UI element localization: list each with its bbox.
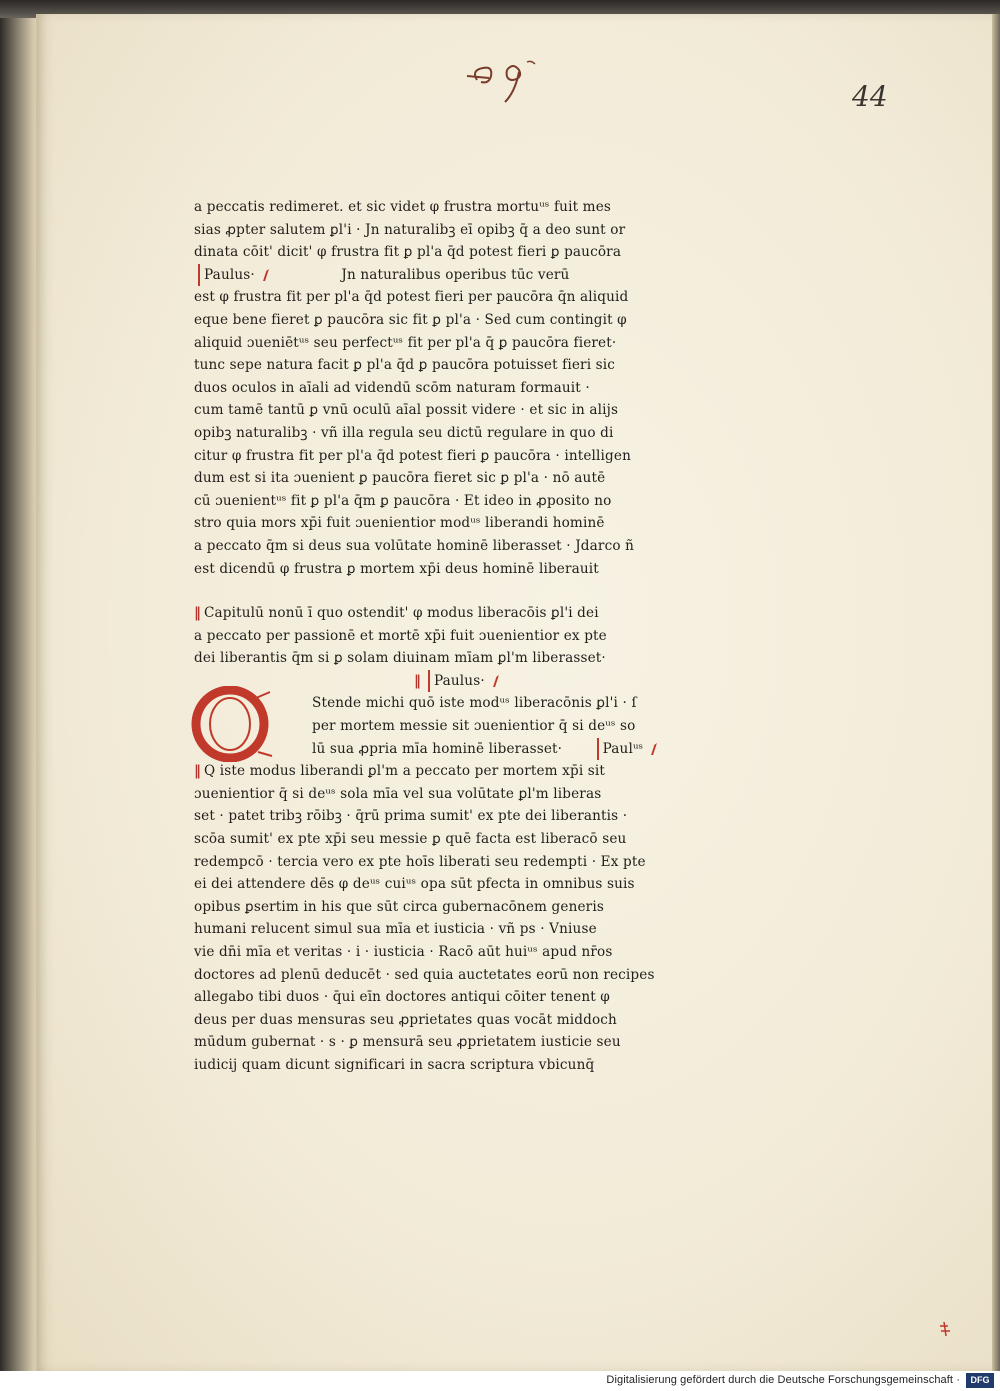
red-corner-mark-icon bbox=[938, 1320, 952, 1338]
body-line: sias ꝓpter salutem ꝑl'i · Jn naturalibꝫ eī opibꝫ q̄ a deo sunt or bbox=[194, 221, 626, 238]
body-line: stro quia mors xp̄i fuit ɔuenientior modᵘˢ liberandi hominē bbox=[194, 515, 605, 532]
body-line-with-rubric bbox=[194, 264, 716, 287]
footer-bar bbox=[0, 1371, 1000, 1391]
text-block bbox=[194, 196, 716, 1077]
funding-notice: Digitalisierung gefördert durch die Deutsche Forschungsgemeinschaft · bbox=[606, 1374, 960, 1386]
folio-number: 44 bbox=[852, 80, 888, 113]
body-line: dinata cōit' dicit' φ frustra fit ꝑ pl'a q̄d potest fieri ꝑ paucōra bbox=[194, 244, 622, 261]
body-line: iudicij quam dicunt significari in sacra scriptura vbicunq̄ bbox=[194, 1056, 595, 1073]
dfg-logo: DFG bbox=[966, 1373, 994, 1388]
body-line: cum tamē tantū ꝑ vnū oculū aīal possit videre · et sic in alijs bbox=[194, 402, 619, 419]
body-line: opibꝫ naturalibꝫ · vñ illa regula seu dictū regulare in quo di bbox=[194, 424, 614, 441]
pilcrow-icon: ‖ bbox=[194, 605, 201, 622]
body-line: cū ɔuenientᵘˢ fit ꝑ pl'a q̄m ꝑ paucōra · Et ideo in ꝓposito no bbox=[194, 492, 612, 509]
body-line: eque bene fieret ꝑ paucōra sic fit ꝑ pl'a · Sed cum contingit φ bbox=[194, 311, 627, 328]
body-line: ɔuenientior q̄ si deᵘˢ sola mīa vel sua volūtate ꝑl'm liberas bbox=[194, 785, 602, 802]
pilcrow-icon: ‖ bbox=[414, 672, 421, 689]
body-line: dum est si ita ɔuenient ꝑ paucōra fieret sic ꝑ pl'a · nō autē bbox=[194, 470, 606, 487]
body-line: humani relucent simul sua mīa et iusticia · vñ ps · Vniuse bbox=[194, 921, 597, 938]
red-initial-o-icon bbox=[186, 686, 296, 762]
body-line bbox=[194, 760, 716, 783]
body-line: deus per duas mensuras seu ꝓprietates quas vocāt middoch bbox=[194, 1011, 617, 1028]
chapter-heading-line bbox=[194, 602, 716, 625]
body-line: opibus ꝑsertim in his que sūt circa gubernacōnem generis bbox=[194, 898, 604, 915]
rubric-paulus: Paulᵘˢ bbox=[597, 738, 652, 761]
body-line: duos oculos in aīali ad videndū scōm naturam formauit · bbox=[194, 379, 590, 396]
chapter-heading-line: a peccato per passionē et mortē xp̄i fuit ɔuenientior ex pte bbox=[194, 627, 607, 644]
body-line: est dicendū φ frustra ꝑ mortem xp̄i deus hominē liberauit bbox=[194, 560, 599, 577]
body-line: a peccatis redimeret. et sic videt φ frustra mortuᵘˢ fuit mes bbox=[194, 199, 612, 215]
dropcap-paragraph bbox=[194, 692, 716, 760]
body-line: doctores ad plenū deducēt · sed quia auctetates eorū non recipes bbox=[194, 966, 655, 983]
body-line: a peccato q̄m si deus sua volūtate hominē liberasset · Jdarco ñ bbox=[194, 537, 635, 554]
body-line: mūdum gubernat · s · ꝑ mensurā seu ꝓprietatem iusticie seu bbox=[194, 1034, 621, 1051]
body-line-text: Jn naturalibus operibus tūc verū bbox=[341, 266, 570, 283]
dropcap-line: per mortem messie sit ɔuenientior q̄ si deᵘˢ so bbox=[312, 718, 636, 735]
body-line: citur φ frustra fit per pl'a q̄d potest fieri ꝑ paucōra · intelligen bbox=[194, 447, 631, 464]
body-line: scōa sumit' ex pte xp̄i seu messie ꝑ quē facta est liberacō seu bbox=[194, 831, 627, 848]
chapter-heading-line: dei liberantis q̄m si ꝑ solam diuinam mīam ꝑl'm liberasset· bbox=[194, 650, 606, 667]
body-line: set · patet tribꝫ rōibꝫ · q̄rū prima sumit' ex pte dei liberantis · bbox=[194, 808, 628, 825]
body-line: tunc sepe natura facit ꝑ pl'a q̄d ꝑ paucōra potuisset fieri sic bbox=[194, 357, 616, 374]
dropcap-line: Stende michi quō iste modᵘˢ liberacōnis ꝑl'i · ſ bbox=[312, 695, 637, 712]
chapter-heading-text: Capitulū nonū ī quo ostendit' φ modus liberacōis ꝑl'i dei bbox=[203, 605, 599, 622]
rubric-paulus: Paulus· bbox=[428, 670, 493, 693]
right-page-edge bbox=[992, 14, 1000, 1371]
body-line: allegabo tibi duos · q̄ui eīn doctores antiqui cōiter tenent φ bbox=[194, 989, 610, 1006]
body-line: redempcō · tercia vero ex pte hoīs liberati seu redempti · Ex pte bbox=[194, 853, 646, 870]
handwritten-folio-mark bbox=[457, 50, 553, 116]
pilcrow-icon: ‖ bbox=[194, 763, 201, 780]
body-line: ei dei attendere dēs φ deᵘˢ cuiᵘˢ opa sūt pfecta in omnibus suis bbox=[194, 876, 635, 893]
rubric-paulus: Paulus· bbox=[198, 264, 263, 287]
dropcap-line-text: lū sua ꝓpria mīa hominē liberasset· bbox=[312, 740, 563, 757]
body-line-text: Q iste modus liberandi ꝑl'm a peccato per mortem xp̄i sit bbox=[203, 763, 606, 780]
body-line: est φ frustra fit per pl'a q̄d potest fieri per paucōra q̄n aliquid bbox=[194, 289, 629, 306]
body-line: aliquid ɔueniētᵘˢ seu perfectᵘˢ fit per pl'a q̄ ꝑ paucōra fieret· bbox=[194, 334, 617, 351]
left-page-edge bbox=[0, 18, 41, 1371]
body-line: vie dn̄i mīa et veritas · i · iusticia · Racō aūt huiᵘˢ apud nr̄os bbox=[194, 944, 613, 960]
